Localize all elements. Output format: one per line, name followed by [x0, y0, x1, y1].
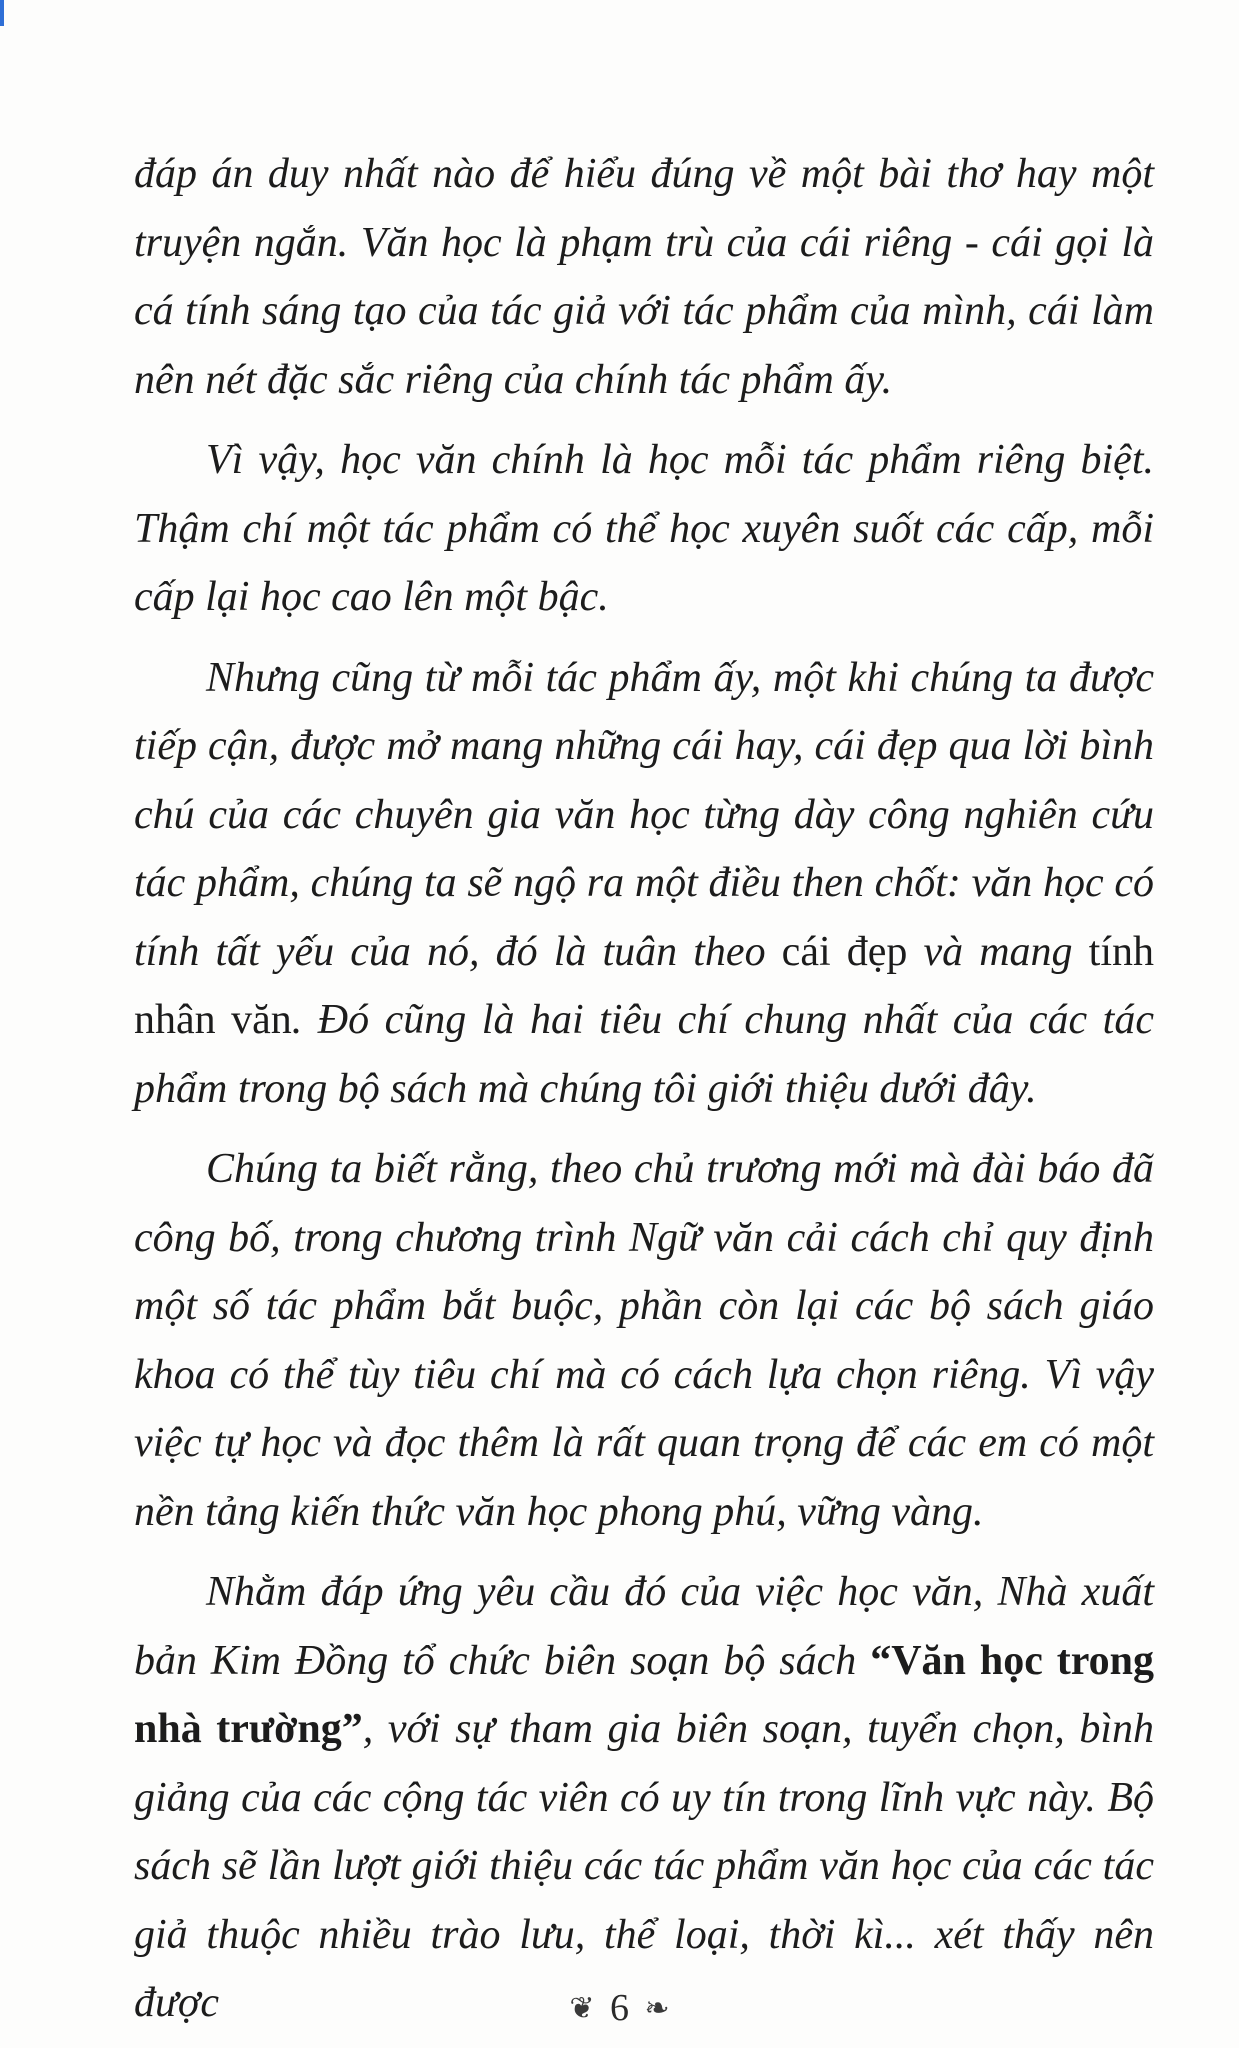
scan-edge-mark — [0, 0, 4, 26]
paragraph-5-text-c: , với sự tham gia biên soạn, tuyển chọn, bình giảng của các cộng tác viên có uy tín trong lĩnh vực này. Bộ sách sẽ lần lượt giới thiệu các tác phẩm văn học của các tác giả thuộc nhiều trào lưu, thể loại, thời kì... xét thấy nên được — [134, 1706, 1154, 2026]
paragraph-4-text: Chúng ta biết rằng, theo chủ trương mới mà đài báo đã công bố, trong chương trình Ngữ văn cải cách chỉ quy định một số tác phẩm bắt buộc, phần còn lại các bộ sách giáo khoa có thể tùy tiêu chí mà có cách lựa chọn riêng. Vì vậy việc tự học và đọc thêm là rất quan trọng để các em có một nền tảng kiến thức văn học phong phú, vững vàng. — [134, 1146, 1154, 1535]
paragraph-3-text-a: Nhưng cũng từ mỗi tác phẩm ấy, một khi chúng ta được tiếp cận, được mở mang những cái hay, cái đẹp qua lời bình chú của các chuyên gia văn học từng dày công nghiên cứu tác phẩm, chúng ta sẽ ngộ ra một điều then chốt: văn học có tính tất yếu của nó, đó là tuân theo — [134, 654, 1154, 975]
paragraph-1 — [134, 140, 1154, 414]
paragraph-3 — [134, 644, 1154, 1124]
ornament-left-icon: ❦ — [569, 1991, 595, 2025]
paragraph-3-text-e: . Đó cũng là hai tiêu chí chung nhất của các tác phẩm trong bộ sách mà chúng tôi giới thiệu dưới đây. — [134, 997, 1154, 1112]
paragraph-2-text: Vì vậy, học văn chính là học mỗi tác phẩm riêng biệt. Thậm chí một tác phẩm có thể học xuyên suốt các cấp, mỗi cấp lại học cao lên một bậc. — [134, 437, 1154, 620]
paragraph-5-text-a: Nhằm đáp ứng yêu cầu đó của việc học văn, Nhà xuất bản Kim Đồng tổ chức biên soạn bộ sách — [134, 1569, 1154, 1684]
paragraph-5 — [134, 1558, 1154, 2038]
paragraph-3-emphasis-humanity: tính nhân văn — [134, 928, 1154, 1043]
paragraph-4 — [134, 1135, 1154, 1546]
page-number: 6 — [610, 1987, 629, 2030]
paragraph-1-text: đáp án duy nhất nào để hiểu đúng về một bài thơ hay một truyện ngắn. Văn học là phạm trù của cái riêng - cái gọi là cá tính sáng tạo của tác giả với tác phẩm của mình, cái làm nên nét đặc sắc riêng của chính tác phẩm ấy. — [134, 151, 1154, 403]
paragraph-3-text-c: và mang — [907, 928, 1089, 975]
body-text — [134, 140, 1154, 2050]
page-footer — [0, 1983, 1239, 2030]
paragraph-2 — [134, 426, 1154, 632]
book-series-title: “Văn học trong nhà trường” — [134, 1637, 1154, 1752]
ornament-right-icon: ❧ — [644, 1991, 670, 2025]
paragraph-3-emphasis-beauty: cái đẹp — [781, 928, 908, 975]
